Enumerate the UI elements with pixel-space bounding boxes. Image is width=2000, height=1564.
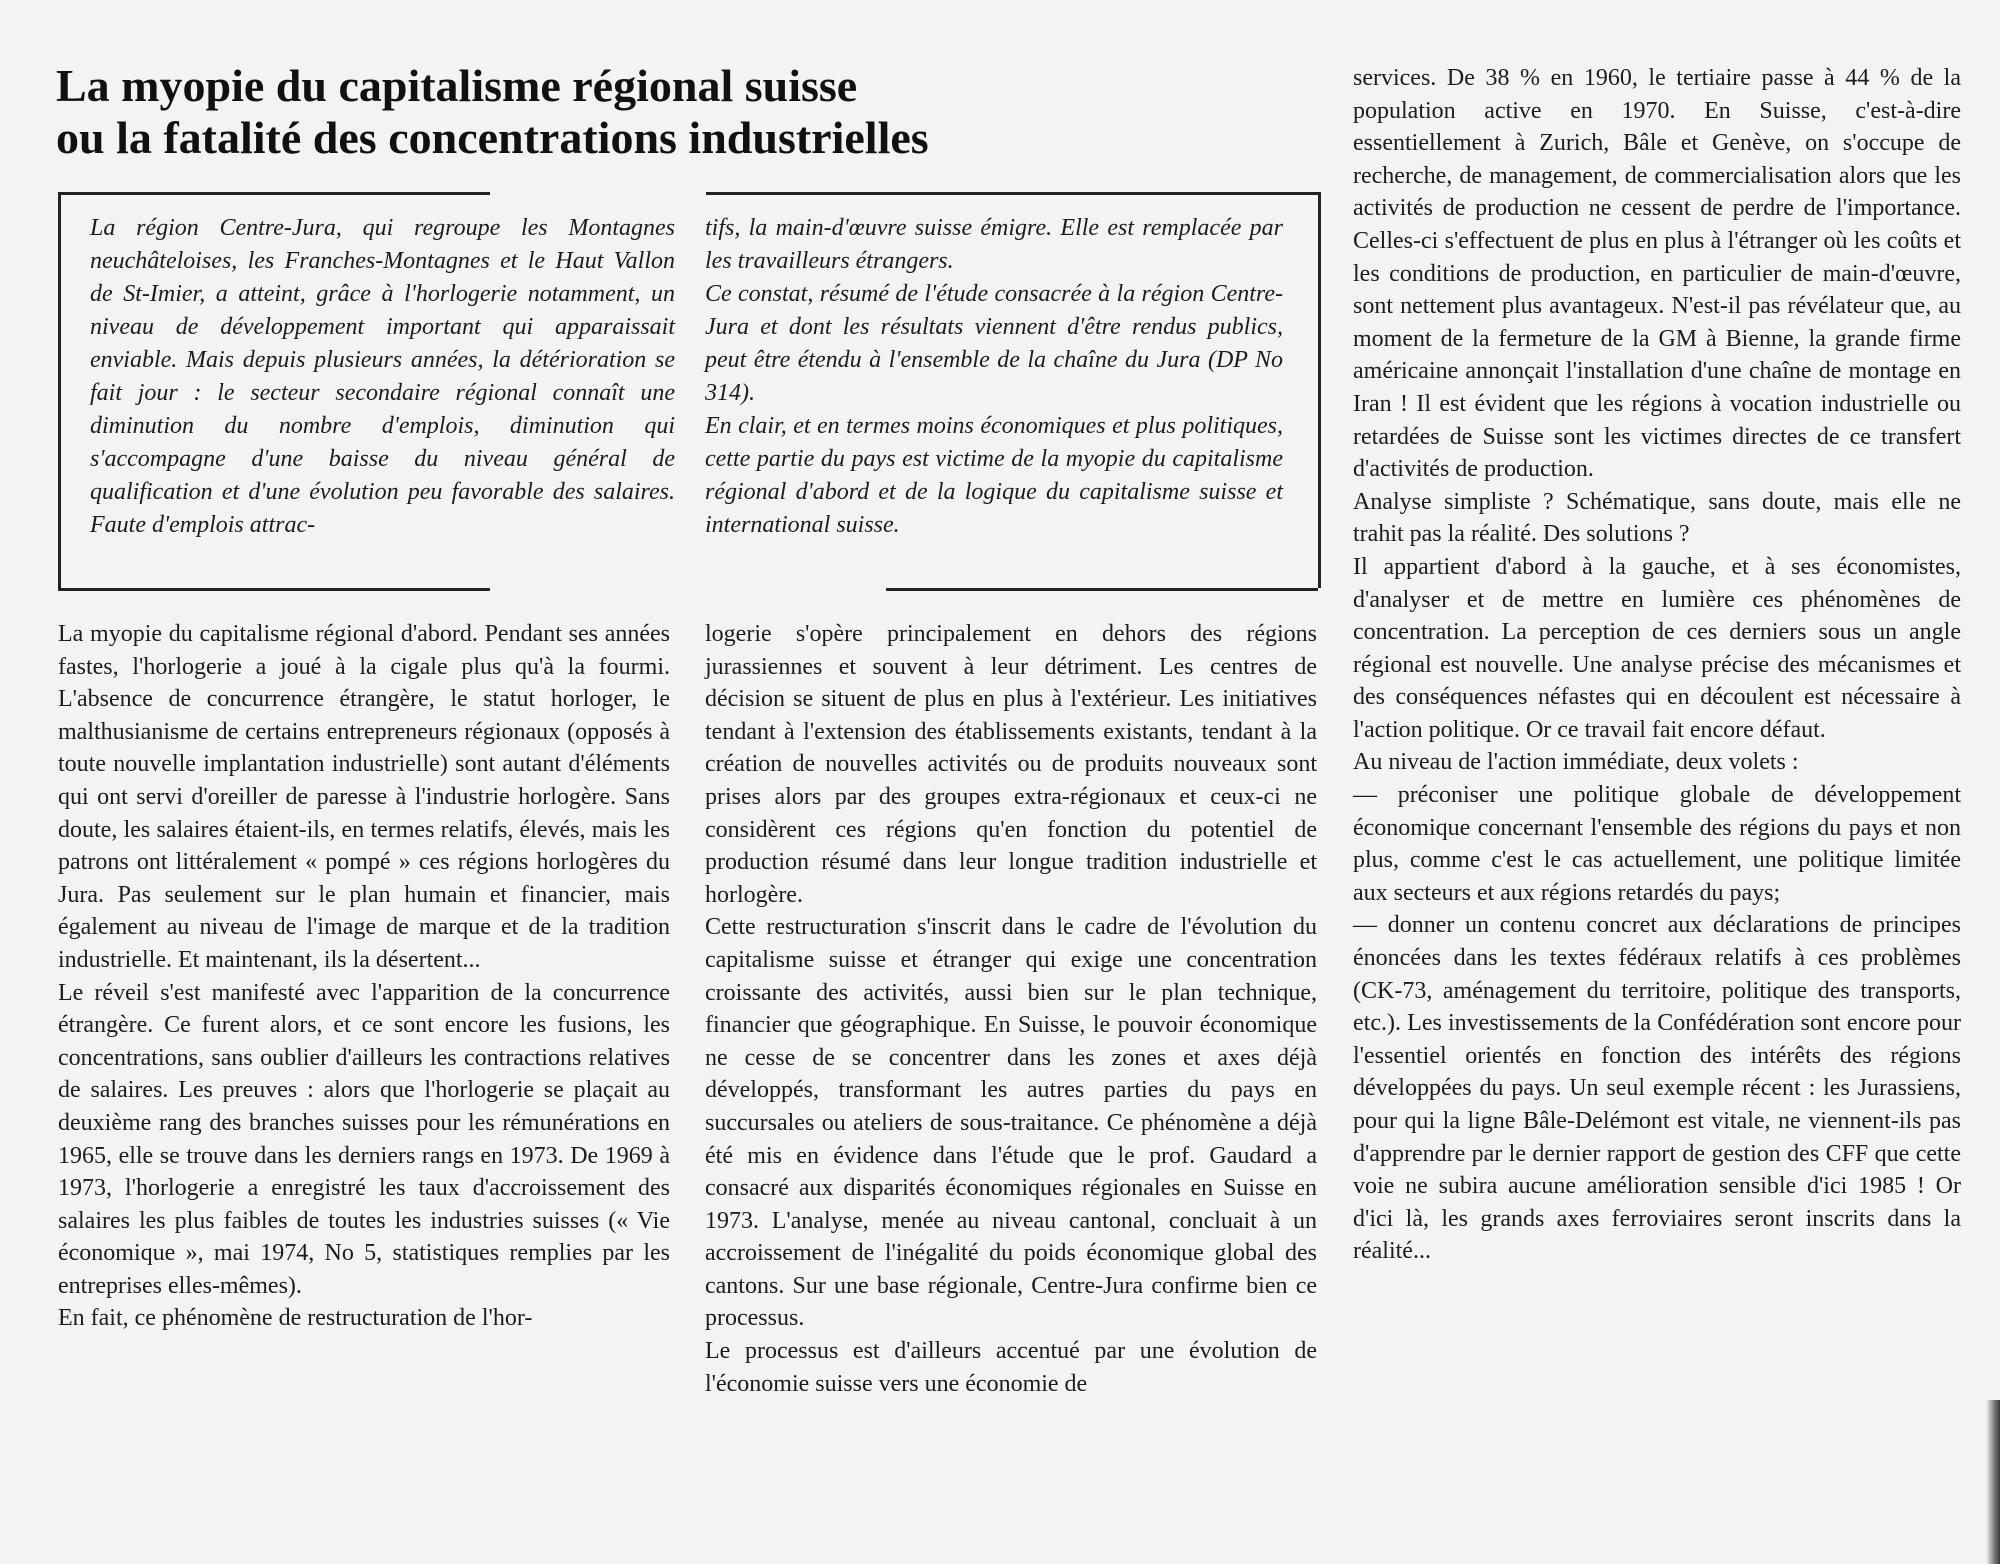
body-column-2: [705, 618, 1317, 1400]
intro-rule-top-left: [58, 192, 490, 195]
title-line-1: La myopie du capitalisme régional suisse: [56, 60, 858, 111]
col3-p5: — préconiser une politique globale de développement économique concernant l'ensemble des régions du pays et non plus, comme c'est le cas actuellement, une politique limitée aux secteurs et aux régions retardés du pays;: [1353, 782, 1961, 906]
col2-p1: logerie s'opère principalement en dehors des régions jurassiennes et souvent à leur détriment. Les centres de décision se situent de plus en plus à l'extérieur. Les initiatives tendant à l'extension des établissements existants, tendant à la création de nouvelles activités ou de produits nouveaux sont prises alors par des groupes extra-régionaux et ceux-ci ne considèrent ces régions qu'en fonction du potentiel de production résumé dans leur longue tradition industrielle et horlogère.: [705, 621, 1317, 908]
col3-p4: Au niveau de l'action immédiate, deux volets :: [1353, 749, 1799, 776]
intro-right-p1: tifs, la main-d'œuvre suisse émigre. Elle est remplacée par les travailleurs étrangers.: [705, 215, 1283, 274]
intro-rule-bottom-right: [886, 588, 1318, 591]
col1-p3: En fait, ce phénomène de restructuration de l'hor-: [58, 1305, 533, 1332]
col3-p2: Analyse simpliste ? Schématique, sans doute, mais elle ne trahit pas la réalité. Des solutions ?: [1353, 488, 1961, 548]
intro-right-p3: En clair, et en termes moins économiques et plus politiques, cette partie du pays est victime de la myopie du capitalisme régional d'abord et de la logique du capitalisme suisse et international suisse.: [705, 413, 1283, 538]
intro-rule-bottom-left: [58, 588, 490, 591]
col1-p1: La myopie du capitalisme régional d'abord. Pendant ses années fastes, l'horlogerie a joué à la cigale plus qu'à la fourmi. L'absence de concurrence étrangère, le statut horloger, le malthusianisme de certains entrepreneurs régionaux (opposés à toute nouvelle implantation industrielle) sont autant d'éléments qui ont servi d'oreiller de paresse à l'industrie horlogère. Sans doute, les salaires étaient-ils, en termes relatifs, élevés, mais les patrons ont littéralement « pompé » ces régions horlogères du Jura. Pas seulement sur le plan humain et financier, mais également au niveau de l'image de marque et de la tradition industrielle. Et maintenant, ils la désertent...: [58, 621, 670, 973]
article-title: [56, 60, 1296, 164]
title-line-2: ou la fatalité des concentrations industrielles: [56, 112, 929, 163]
intro-left: La région Centre-Jura, qui regroupe les Montagnes neuchâteloises, les Franches-Montagnes et le Haut Vallon de St-Imier, a atteint, grâce à l'horlogerie notamment, un niveau de développement important qui apparaissait enviable. Mais depuis plusieurs années, la détérioration se fait jour : le secteur secondaire régional connaît une diminution du nombre d'emplois, diminution qui s'accompagne d'une baisse du niveau général de qualification et d'une évolution peu favorable des salaires. Faute d'emplois attrac-: [90, 215, 675, 538]
body-column-3: [1353, 62, 1961, 1268]
col1-p2: Le réveil s'est manifesté avec l'apparition de la concurrence étrangère. Ce furent alors, et ce sont encore les fusions, les concentrations, sans oublier d'ailleurs les contractions relatives de salaires. Les preuves : alors que l'horlogerie se plaçait au deuxième rang des branches suisses pour les rémunérations en 1965, elle se trouve dans les derniers rangs en 1973. De 1969 à 1973, l'horlogerie a enregistré les taux d'accroissement des salaires les plus faibles de toutes les industries suisses (« Vie économique », mai 1974, No 5, statistiques remplies par les entreprises elles-mêmes).: [58, 979, 670, 1299]
col2-p3: Le processus est d'ailleurs accentué par une évolution de l'économie suisse vers une économie de: [705, 1338, 1317, 1397]
col3-p3: Il appartient d'abord à la gauche, et à ses économistes, d'analyser et de mettre en lumière ces phénomènes de concentration. La perception de ces derniers sous un angle régional est nouvelle. Une analyse précise des mécanismes et des conséquences néfastes qui en découlent est nécessaire à l'action politique. Or ce travail fait encore défaut.: [1353, 553, 1961, 743]
col3-p1: services. De 38 % en 1960, le tertiaire passe à 44 % de la population active en 1970. En Suisse, c'est-à-dire essentiellement à Zurich, Bâle et Genève, on s'occupe de recherche, de management, de commercialisation alors que les activités de production ne cessent de perdre de l'importance. Celles-ci s'effectuent de plus en plus à l'étranger où les coûts et les conditions de production, en particulier de main-d'œuvre, sont nettement plus avantageux. N'est-il pas révélateur que, au moment de la fermeture de la GM à Bienne, la grande firme américaine annonçait l'installation d'une chaîne de montage en Iran ! Il est évident que les régions à vocation industrielle ou retardées de Suisse sont les victimes directes de ce transfert d'activités de production.: [1353, 65, 1961, 483]
page-edge-shadow: [1986, 1400, 2000, 1564]
col3-p6: — donner un contenu concret aux déclarations de principes énoncées dans les textes fédéraux relatifs à ces problèmes (CK-73, aménagement du territoire, politique des transports, etc.). Les investissements de la Confédération sont encore pour l'essentiel orientés en fonction des intérêts des régions développées du pays. Un seul exemple récent : les Jurassiens, pour qui la ligne Bâle-Delémont est vitale, ne viennent-ils pas d'apprendre par le dernier rapport de gestion des CFF que cette voie ne subira aucune amélioration sensible d'ici 1985 ! Or d'ici là, les grands axes ferroviaires seront inscrits dans la réalité...: [1353, 912, 1961, 1265]
intro-rule-top-right: [706, 192, 1318, 195]
col2-p2: Cette restructuration s'inscrit dans le cadre de l'évolution du capitalisme suisse et étranger qui exige une concentration croissante des activités, aussi bien sur le plan technique, financier que géographique. En Suisse, le pouvoir économique ne cesse de se concentrer dans les zones et axes déjà développés, transformant les autres parties du pays en succursales ou ateliers de sous-traitance. Ce phénomène a déjà été mis en évidence dans l'étude que le prof. Gaudard a consacré aux disparités économiques régionales en Suisse en 1973. L'analyse, menée au niveau cantonal, concluait à un accroissement de l'inégalité du poids économique global des cantons. Sur une base régionale, Centre-Jura confirme bien ce processus.: [705, 914, 1317, 1332]
body-column-1: [58, 618, 670, 1335]
intro-right: [705, 212, 1283, 542]
intro-right-p2: Ce constat, résumé de l'étude consacrée à la région Centre-Jura et dont les résultats viennent d'être rendus publics, peut être étendu à l'ensemble de la chaîne du Jura (DP No 314).: [705, 281, 1283, 406]
